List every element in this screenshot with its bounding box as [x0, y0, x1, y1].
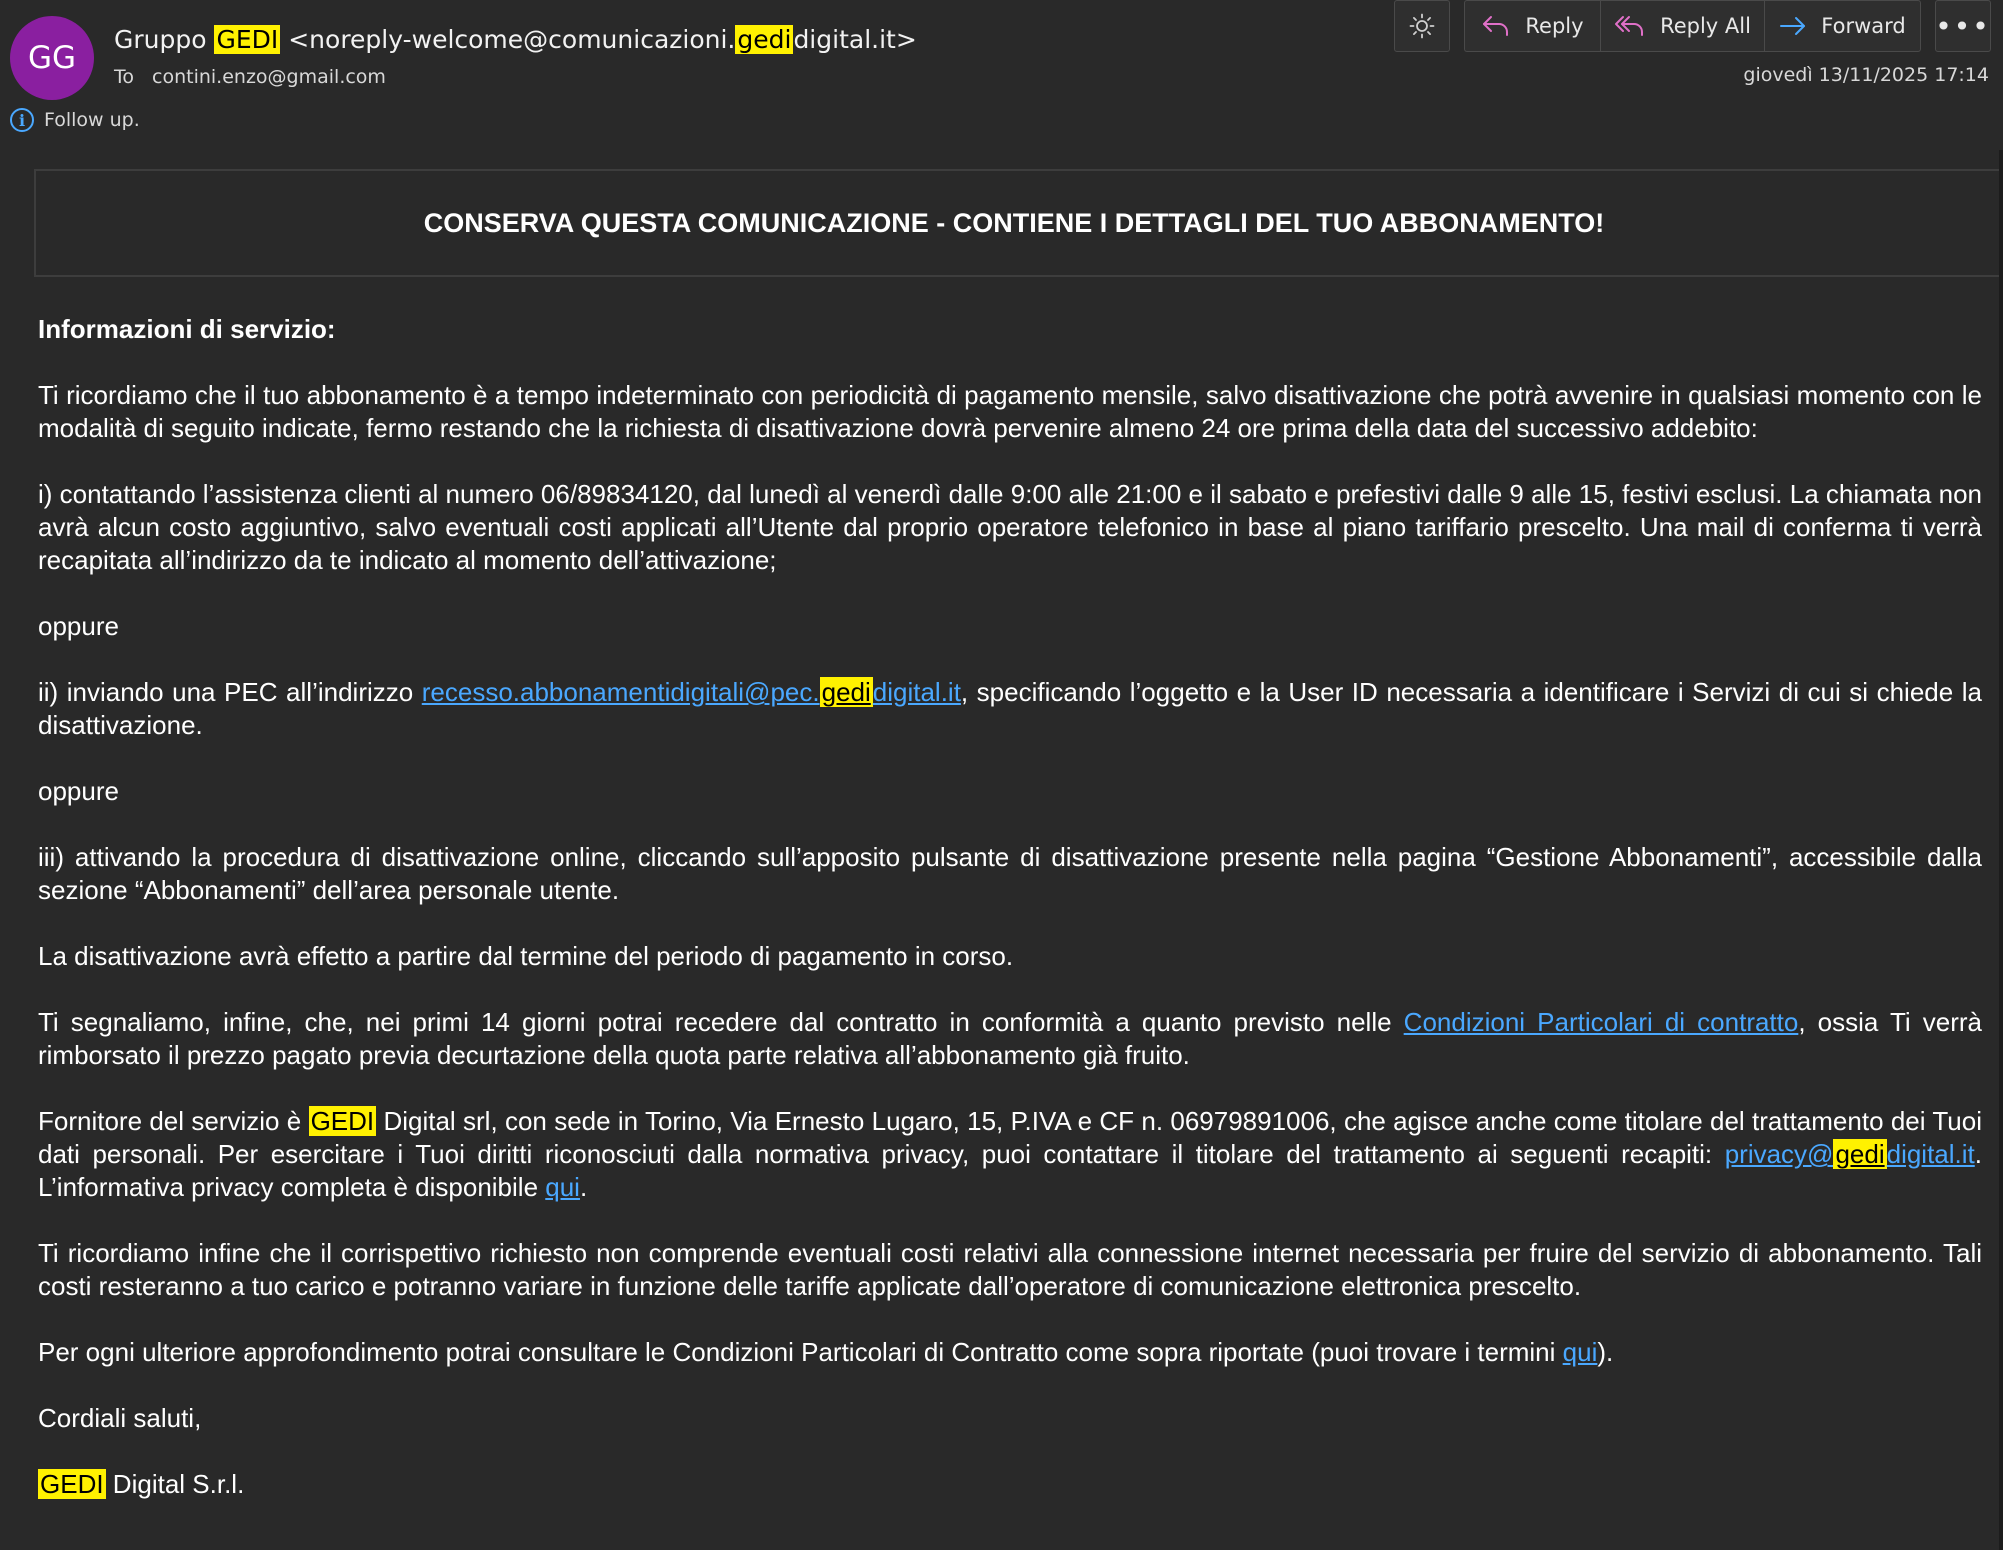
sender-name-highlight: GEDI	[216, 25, 279, 54]
privacy-link-highlight: gedi	[1835, 1139, 1885, 1169]
recipient-address[interactable]: contini.enzo@gmail.com	[152, 66, 386, 88]
paragraph-costs: Ti ricordiamo infine che il corrispettivo richiesto non comprende eventuali costi relativi alla connessione internet necessaria per fruire del servizio di abbonamento. Tali costi resteranno a tuo carico e potranno variare in funzione delle tariffe applicate dall’operatore di comunicazione elettronica prescelto.	[38, 1238, 1982, 1301]
sender-avatar[interactable]	[10, 16, 94, 100]
signature-rest: Digital S.r.l.	[105, 1469, 245, 1499]
scrollbar-track[interactable]	[1999, 150, 2003, 1550]
pec-link-part-a: recesso.abbonamentidigitali@pec.	[421, 677, 820, 707]
forward-button[interactable]	[1764, 0, 1921, 52]
reply-button[interactable]	[1464, 0, 1600, 52]
pec-link-part-b: digital.it	[872, 677, 961, 707]
option-2-prefix: ii) inviando una PEC all’indirizzo	[38, 677, 422, 707]
received-date: giovedì 13/11/2025 17:14	[1743, 64, 1989, 86]
sender-email-suffix: digital.it>	[793, 25, 917, 54]
reply-all-button[interactable]	[1600, 0, 1764, 52]
paragraph-further-info	[38, 1336, 1982, 1369]
signature	[38, 1468, 1982, 1501]
terms-link[interactable]: qui	[1562, 1337, 1598, 1367]
closing: Cordiali saluti,	[38, 1403, 202, 1433]
forward-icon	[1779, 15, 1807, 37]
follow-up-flag	[10, 108, 140, 132]
oppure-1: oppure	[38, 611, 119, 641]
privacy-email-link[interactable]	[1725, 1139, 1975, 1169]
paragraph-provider	[38, 1105, 1982, 1204]
section-heading: Informazioni di servizio:	[38, 314, 336, 344]
pec-link-highlight: gedi	[821, 677, 871, 707]
withdrawal-prefix: Ti segnaliamo, infine, che, nei primi 14 giorni potrai recedere dal contratto in conformità a quanto previsto nelle	[38, 1007, 1404, 1037]
paragraph-option-1: i) contattando l’assistenza clienti al numero 06/89834120, dal lunedì al venerdì dalle 9:00 alle 21:00 e il sabato e prefestivi dalle 9 alle 15, festivi esclusi. La chiamata non avrà alcun costo aggiuntivo, salvo eventuali costi applicati all’Utente dal proprio operatore telefonico in base al piano tariffario prescelto. Una mail di conferma ti verrà recapitata all’indirizzo da te indicato al momento dell’attivazione;	[38, 479, 1982, 575]
paragraph-option-3: iii) attivando la procedura di disattivazione online, cliccando sull’apposito pulsante di disattivazione presente nella pagina “Gestione Abbonamenti”, accessibile dalla sezione “Abbonamenti” dell’area personale utente.	[38, 842, 1982, 905]
more-icon: •••	[1935, 9, 1991, 43]
sender-email-highlight: gedi	[737, 25, 792, 54]
conditions-link[interactable]: Condizioni Particolari di contratto	[1403, 1007, 1799, 1037]
further-info-end: ).	[1597, 1337, 1614, 1367]
info-icon: i	[10, 108, 34, 132]
paragraph-subscription: Ti ricordiamo che il tuo abbonamento è a tempo indeterminato con periodicità di pagamento mensile, salvo disattivazione che potrà avvenire in qualsiasi momento con le modalità di seguito indicate, fermo restando che la richiesta di disattivazione dovrà pervenire almeno 24 ore prima della data del successivo addebito:	[38, 380, 1982, 443]
paragraph-option-2	[38, 676, 1982, 742]
email-body	[38, 313, 1982, 1534]
privacy-policy-link[interactable]: qui	[545, 1172, 580, 1202]
reply-all-icon	[1614, 14, 1646, 38]
sun-icon	[1409, 13, 1435, 39]
more-actions-button[interactable]	[1935, 0, 1991, 52]
reply-icon	[1481, 14, 1511, 38]
paragraph-deactivation: La disattivazione avrà effetto a partire dal termine del periodo di pagamento in corso.	[38, 941, 1014, 971]
provider-text: Digital srl, con sede in Torino, Via Ernesto Lugaro, 15, P.IVA e CF n. 06979891006, che agisce anche come titolare del trattamento dei Tuoi dati personali. Per esercitare i Tuoi diritti riconosciuti dalla normativa privacy, puoi contattare il titolare del trattamento ai seguenti recapiti:	[38, 1106, 1982, 1169]
sender-name-prefix: Gruppo	[114, 25, 215, 54]
further-info-prefix: Per ogni ulteriore approfondimento potrai consultare le Condizioni Particolari di Contratto come sopra riportate (puoi trovare i termini	[38, 1337, 1563, 1367]
paragraph-withdrawal	[38, 1006, 1982, 1072]
provider-prefix: Fornitore del servizio è	[38, 1106, 309, 1136]
privacy-end: .	[579, 1172, 588, 1202]
toggle-theme-button[interactable]	[1394, 0, 1450, 52]
sender-line[interactable]	[114, 25, 917, 54]
avatar-initials: GG	[27, 40, 77, 76]
reply-all-label: Reply All	[1660, 14, 1751, 38]
privacy-link-part-b: digital.it	[1886, 1139, 1975, 1169]
privacy-link-part-a: privacy@	[1724, 1139, 1834, 1169]
email-banner	[34, 169, 2003, 277]
oppure-2: oppure	[38, 776, 119, 806]
option-2-suffix: , specificando l’oggetto e la User ID necessaria a identificare i Servizi di cui si chiede la disattivazione.	[38, 677, 1982, 740]
to-label: To	[114, 66, 135, 88]
sender-email-prefix: <noreply-welcome@comunicazioni.	[280, 25, 736, 54]
forward-label: Forward	[1821, 14, 1906, 38]
follow-up-text: Follow up.	[44, 109, 140, 131]
message-toolbar	[1394, 0, 1991, 54]
privacy-after: . L’informativa privacy completa è disponibile	[38, 1139, 1982, 1202]
withdrawal-suffix: , ossia Ti verrà rimborsato il prezzo pagato previa decurtazione della quota parte relativa all’abbonamento già fruito.	[38, 1007, 1982, 1070]
banner-text: CONSERVA QUESTA COMUNICAZIONE - CONTIENE I DETTAGLI DEL TUO ABBONAMENTO!	[423, 207, 1605, 238]
signature-highlight: GEDI	[40, 1469, 104, 1499]
pec-email-link[interactable]	[422, 677, 961, 707]
provider-highlight: GEDI	[310, 1106, 375, 1136]
recipient-line	[114, 66, 386, 88]
reply-label: Reply	[1525, 14, 1584, 38]
